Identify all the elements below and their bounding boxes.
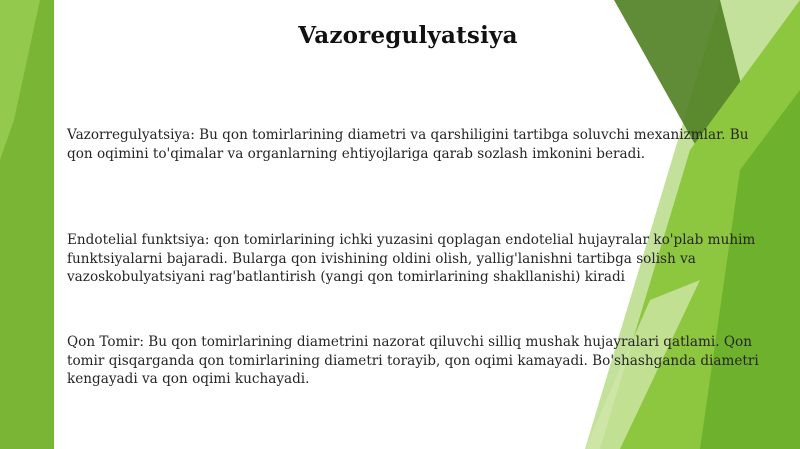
paragraph-endothelial-function: Endotelial funktsiya: qon tomirlarining ichki yuzasini qoplagan endotelial hujayralar ko'plab muhim funktsiyalarni bajaradi. Bularga qon ivishining oldini olish, yallig'lanishni tartibga solish va vazoskobulyatsiyani rag'batlantirish (yangi qon tomirlarining shakllanishi) kiradi xyxy=(67,232,756,286)
paragraph-vessel-wall: Qon Tomir: Bu qon tomirlarining diametrini nazorat qiluvchi silliq mushak hujayralari qatlami. Qon tomir qisqarganda qon tomirlarining diametri torayib, qon oqimi kamayadi. Bo'shashganda diametri kengayadi va qon oqimi kuchayadi. xyxy=(67,334,759,388)
paragraph-vasoregulation: Vazorregulyatsiya: Bu qon tomirlarining diametri va qarshiligini tartibga soluvchi mexanizmlar. Bu qon oqimini to'qimalar va organlarning ehtiyojlariga qarab sozlash imkonini beradi. xyxy=(67,127,749,162)
slide-title: Vazoregulyatsiya xyxy=(298,22,518,49)
